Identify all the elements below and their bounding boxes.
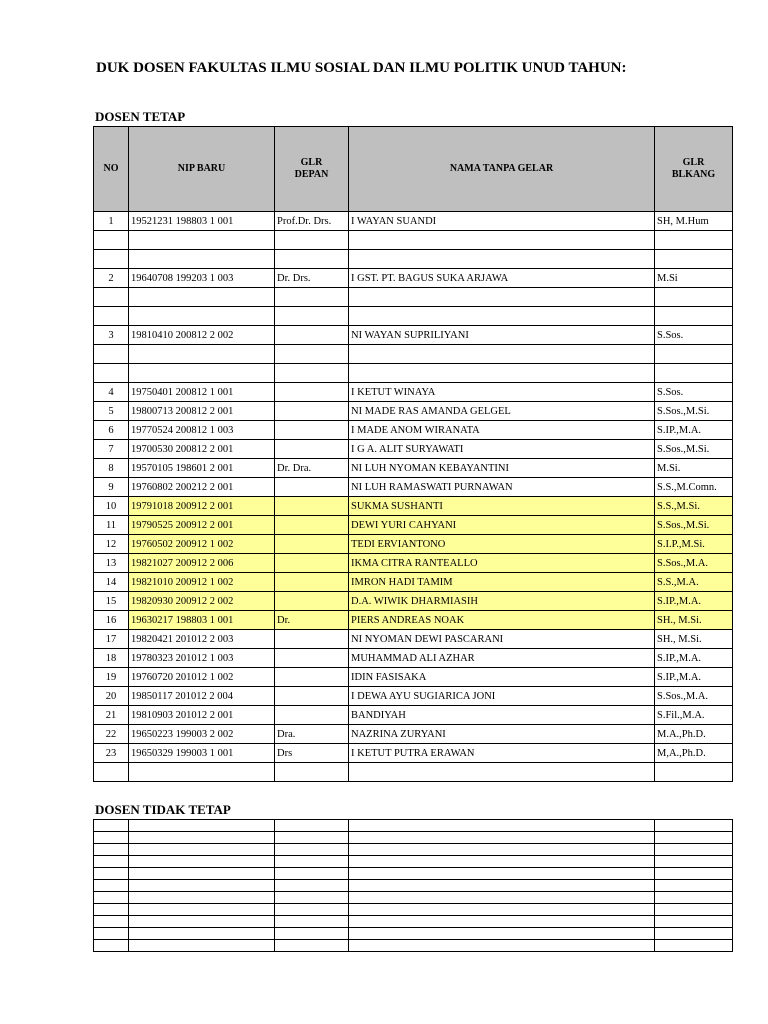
cell-nip: 19821010 200912 1 002 [129,573,275,592]
cell-no: 15 [94,592,129,611]
cell-no [94,892,129,904]
cell-nama: I KETUT PUTRA ERAWAN [349,744,655,763]
cell-nip: 19810410 200812 2 002 [129,326,275,345]
cell-nama: I KETUT WINAYA [349,383,655,402]
table-row [94,440,733,459]
cell-glr-belakang [655,928,733,940]
cell-nama: IMRON HADI TAMIM [349,573,655,592]
cell-glr-depan [275,421,349,440]
cell-glr-depan [275,649,349,668]
table-row [94,231,733,250]
cell-no: 8 [94,459,129,478]
cell-nama [349,763,655,782]
cell-glr-belakang: SH., M.Si. [655,630,733,649]
cell-no [94,345,129,364]
cell-glr-belakang [655,868,733,880]
cell-glr-belakang [655,916,733,928]
table-row [94,459,733,478]
cell-no: 21 [94,706,129,725]
cell-glr-belakang [655,231,733,250]
table-row [94,364,733,383]
table-header-row [94,127,733,212]
cell-nip [129,288,275,307]
cell-nip: 19640708 199203 1 003 [129,269,275,288]
table-row [94,706,733,725]
cell-nama [349,880,655,892]
cell-glr-belakang: S.Sos.,M.Si. [655,516,733,535]
table-row [94,421,733,440]
cell-glr-depan [275,364,349,383]
cell-nip [129,820,275,832]
cell-nip: 19650329 199003 1 001 [129,744,275,763]
cell-no: 5 [94,402,129,421]
cell-glr-depan: Dr. Dra. [275,459,349,478]
table-row [94,940,733,952]
cell-glr-belakang [655,844,733,856]
cell-no [94,880,129,892]
cell-nama [349,868,655,880]
cell-nama [349,844,655,856]
section-title-dosen-tidak-tetap: DOSEN TIDAK TETAP [95,802,231,817]
cell-nama: NI LUH RAMASWATI PURNAWAN [349,478,655,497]
cell-glr-depan [275,592,349,611]
table-row [94,345,733,364]
cell-no: 20 [94,687,129,706]
cell-glr-belakang: S.Sos.,M.A. [655,554,733,573]
cell-no: 4 [94,383,129,402]
cell-nama: IKMA CITRA RANTEALLO [349,554,655,573]
cell-nip [129,940,275,952]
cell-glr-belakang: S.Sos.,M.Si. [655,440,733,459]
cell-glr-belakang [655,832,733,844]
table-row [94,630,733,649]
cell-glr-depan [275,440,349,459]
cell-nama: NI LUH NYOMAN KEBAYANTINI [349,459,655,478]
cell-nip [129,250,275,269]
cell-glr-belakang [655,307,733,326]
table-row [94,516,733,535]
cell-no: 23 [94,744,129,763]
cell-nip: 19650223 199003 2 002 [129,725,275,744]
cell-glr-belakang: M.Si. [655,459,733,478]
table-row [94,592,733,611]
column-header-glr-belakang: GLR BLKANG [655,127,733,212]
cell-nip [129,763,275,782]
cell-nama: IDIN FASISAKA [349,668,655,687]
cell-nama: I MADE ANOM WIRANATA [349,421,655,440]
cell-no [94,307,129,326]
cell-glr-belakang [655,892,733,904]
cell-no [94,231,129,250]
cell-glr-depan [275,904,349,916]
cell-nip [129,231,275,250]
cell-glr-belakang [655,856,733,868]
cell-nama: SUKMA SUSHANTI [349,497,655,516]
cell-nama [349,364,655,383]
table-row [94,868,733,880]
cell-no: 1 [94,212,129,231]
cell-nip: 19780323 201012 1 003 [129,649,275,668]
cell-nama: NI MADE RAS AMANDA GELGEL [349,402,655,421]
table-row [94,326,733,345]
cell-nip [129,904,275,916]
cell-nip [129,844,275,856]
cell-glr-depan [275,868,349,880]
table-row [94,668,733,687]
cell-nama [349,832,655,844]
cell-glr-belakang [655,250,733,269]
table-row [94,763,733,782]
cell-glr-belakang: SH., M.Si. [655,611,733,630]
cell-nip: 19700530 200812 2 001 [129,440,275,459]
cell-glr-depan [275,288,349,307]
cell-no: 13 [94,554,129,573]
cell-nama [349,928,655,940]
cell-nip [129,364,275,383]
cell-glr-depan [275,250,349,269]
cell-glr-depan: Prof.Dr. Drs. [275,212,349,231]
cell-glr-depan [275,916,349,928]
cell-glr-belakang: M.Si [655,269,733,288]
cell-glr-belakang [655,880,733,892]
cell-glr-belakang: S.Fil.,M.A. [655,706,733,725]
cell-glr-depan [275,497,349,516]
cell-no [94,288,129,307]
table-row [94,744,733,763]
cell-glr-belakang [655,288,733,307]
cell-no: 3 [94,326,129,345]
cell-glr-belakang: M,A.,Ph.D. [655,744,733,763]
cell-no [94,832,129,844]
cell-glr-depan [275,402,349,421]
dosen-tetap-table [93,126,733,782]
cell-nama: PIERS ANDREAS NOAK [349,611,655,630]
table-row [94,402,733,421]
cell-glr-depan [275,844,349,856]
cell-glr-depan: Dr. Drs. [275,269,349,288]
table-row [94,383,733,402]
cell-glr-belakang: S.IP.,M.A. [655,421,733,440]
cell-glr-depan [275,706,349,725]
cell-nama [349,892,655,904]
table-row [94,844,733,856]
cell-nama: I GST. PT. BAGUS SUKA ARJAWA [349,269,655,288]
cell-nip: 19790525 200912 2 001 [129,516,275,535]
cell-glr-belakang: S.I.P.,M.Si. [655,535,733,554]
cell-nip: 19791018 200912 2 001 [129,497,275,516]
table-row [94,832,733,844]
cell-no [94,820,129,832]
table-row [94,497,733,516]
table-row [94,916,733,928]
table-row [94,649,733,668]
cell-glr-belakang: S.S.,M.A. [655,573,733,592]
cell-glr-depan [275,892,349,904]
cell-nama [349,916,655,928]
cell-glr-depan [275,832,349,844]
cell-nip: 19570105 198601 2 001 [129,459,275,478]
cell-glr-belakang: S.IP.,M.A. [655,649,733,668]
cell-glr-depan [275,668,349,687]
cell-nip: 19820930 200912 2 002 [129,592,275,611]
cell-glr-depan [275,383,349,402]
cell-no: 18 [94,649,129,668]
cell-nip: 19770524 200812 1 003 [129,421,275,440]
cell-glr-depan [275,326,349,345]
cell-glr-depan [275,307,349,326]
cell-no [94,868,129,880]
table-row [94,250,733,269]
cell-nip: 19760502 200912 1 002 [129,535,275,554]
cell-glr-depan [275,345,349,364]
table-row [94,820,733,832]
cell-nama [349,940,655,952]
section-title-dosen-tetap: DOSEN TETAP [95,109,186,124]
cell-glr-depan [275,630,349,649]
cell-nip [129,856,275,868]
cell-no [94,250,129,269]
cell-nip: 19820421 201012 2 003 [129,630,275,649]
cell-glr-depan [275,880,349,892]
cell-no: 9 [94,478,129,497]
cell-nip: 19821027 200912 2 006 [129,554,275,573]
table-row [94,880,733,892]
cell-no: 7 [94,440,129,459]
cell-nama: I DEWA AYU SUGIARICA JONI [349,687,655,706]
cell-nama: NI NYOMAN DEWI PASCARANI [349,630,655,649]
cell-no [94,763,129,782]
cell-glr-depan [275,516,349,535]
cell-glr-depan: Dra. [275,725,349,744]
cell-nama: TEDI ERVIANTONO [349,535,655,554]
cell-glr-depan [275,763,349,782]
table-row [94,269,733,288]
cell-nama: NAZRINA ZURYANI [349,725,655,744]
cell-nip [129,345,275,364]
table-row [94,478,733,497]
cell-glr-belakang: S.IP.,M.A. [655,668,733,687]
cell-no: 19 [94,668,129,687]
cell-glr-depan [275,928,349,940]
cell-nip: 19750401 200812 1 001 [129,383,275,402]
cell-no: 11 [94,516,129,535]
cell-nama: NI WAYAN SUPRILIYANI [349,326,655,345]
cell-nip: 19850117 201012 2 004 [129,687,275,706]
cell-nip [129,916,275,928]
cell-no: 6 [94,421,129,440]
dosen-tidak-tetap-table [93,819,733,952]
cell-nama [349,231,655,250]
cell-nip: 19800713 200812 2 001 [129,402,275,421]
cell-glr-belakang: S.Sos.,M.A. [655,687,733,706]
cell-glr-belakang [655,763,733,782]
cell-no [94,364,129,383]
cell-no: 12 [94,535,129,554]
cell-glr-depan: Dr. [275,611,349,630]
table-row [94,856,733,868]
cell-no: 14 [94,573,129,592]
cell-nama [349,345,655,364]
cell-glr-belakang: S.Sos. [655,326,733,345]
column-header-nip: NIP BARU [129,127,275,212]
cell-glr-depan [275,535,349,554]
column-header-nama: NAMA TANPA GELAR [349,127,655,212]
cell-nip [129,868,275,880]
cell-no [94,844,129,856]
table-row [94,928,733,940]
cell-no: 22 [94,725,129,744]
table-row [94,307,733,326]
table-row [94,535,733,554]
cell-nama [349,904,655,916]
table-row [94,573,733,592]
cell-no: 16 [94,611,129,630]
cell-nip: 19760720 201012 1 002 [129,668,275,687]
cell-nip: 19521231 198803 1 001 [129,212,275,231]
cell-glr-depan [275,687,349,706]
cell-glr-depan [275,231,349,250]
cell-glr-belakang [655,364,733,383]
cell-glr-belakang: S.Sos. [655,383,733,402]
table-row [94,288,733,307]
cell-no [94,904,129,916]
cell-nip [129,307,275,326]
cell-glr-depan [275,820,349,832]
cell-nip [129,928,275,940]
table-row [94,904,733,916]
cell-nama [349,820,655,832]
cell-glr-belakang: S.S.,M.Si. [655,497,733,516]
cell-nama: MUHAMMAD ALI AZHAR [349,649,655,668]
cell-nama: DEWI YURI CAHYANI [349,516,655,535]
cell-nip: 19630217 198803 1 001 [129,611,275,630]
cell-glr-depan [275,940,349,952]
cell-nama: I WAYAN SUANDI [349,212,655,231]
cell-nama [349,307,655,326]
cell-no [94,856,129,868]
table-row [94,725,733,744]
cell-nama [349,288,655,307]
cell-nama [349,856,655,868]
cell-no: 10 [94,497,129,516]
cell-glr-belakang [655,940,733,952]
cell-no [94,940,129,952]
cell-no: 2 [94,269,129,288]
table-row [94,212,733,231]
cell-nip: 19810903 201012 2 001 [129,706,275,725]
cell-nama: D.A. WIWIK DHARMIASIH [349,592,655,611]
cell-no [94,916,129,928]
table-row [94,687,733,706]
cell-glr-belakang: M.A.,Ph.D. [655,725,733,744]
column-header-glr-depan: GLR DEPAN [275,127,349,212]
cell-glr-depan [275,554,349,573]
cell-glr-belakang: S.Sos.,M.Si. [655,402,733,421]
cell-glr-depan [275,478,349,497]
cell-glr-belakang: SH, M.Hum [655,212,733,231]
cell-no: 17 [94,630,129,649]
cell-glr-belakang [655,345,733,364]
cell-nip [129,880,275,892]
cell-glr-belakang [655,820,733,832]
cell-glr-depan [275,856,349,868]
cell-glr-depan [275,573,349,592]
cell-nama: I G A. ALIT SURYAWATI [349,440,655,459]
cell-nip [129,892,275,904]
cell-no [94,928,129,940]
column-header-no: NO [94,127,129,212]
table-row [94,611,733,630]
table-row [94,554,733,573]
cell-nip [129,832,275,844]
cell-glr-belakang: S.S.,M.Comn. [655,478,733,497]
table-row [94,892,733,904]
cell-nama: BANDIYAH [349,706,655,725]
cell-glr-belakang: S.IP.,M.A. [655,592,733,611]
cell-nip: 19760802 200212 2 001 [129,478,275,497]
cell-nama [349,250,655,269]
cell-glr-depan: Drs [275,744,349,763]
cell-glr-belakang [655,904,733,916]
document-title: DUK DOSEN FAKULTAS ILMU SOSIAL DAN ILMU POLITIK UNUD TAHUN: [96,60,627,76]
